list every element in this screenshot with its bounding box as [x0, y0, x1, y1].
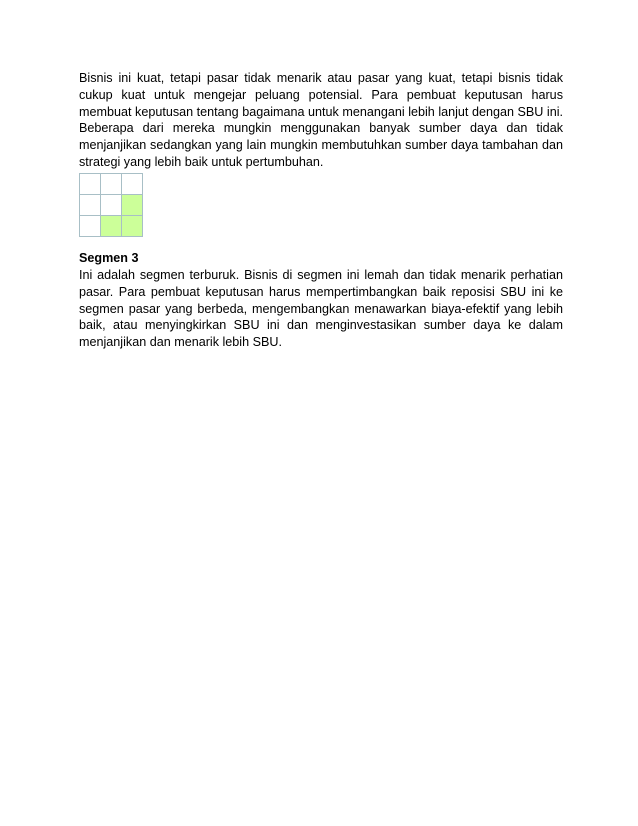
matrix-cell-r1-c2 [101, 174, 122, 195]
paragraph-segment-3: Ini adalah segmen terburuk. Bisnis di segmen ini lemah dan tidak menarik perhatian pasar. Para pembuat keputusan harus mempertimbangkan baik reposisi SBU ini ke segmen pasar yang berbeda, mengembangkan menawarkan biaya-efektif yang lebih baik, atau menyingkirkan SBU ini dan menginvestasikan sumber daya ke dalam menjanjikan dan menarik lebih SBU. [79, 268, 563, 350]
ge-matrix-grid [79, 173, 143, 237]
matrix-cell-r2-c1 [80, 195, 101, 216]
matrix-cell-r2-c2 [101, 195, 122, 216]
matrix-cell-r1-c3 [122, 174, 143, 195]
matrix-cell-r3-c3 [122, 216, 143, 237]
matrix-cell-r3-c1 [80, 216, 101, 237]
segment-3-heading: Segmen 3 [79, 251, 139, 265]
matrix-cell-r2-c3 [122, 195, 143, 216]
matrix-cell-r1-c1 [80, 174, 101, 195]
paragraph-intro: Bisnis ini kuat, tetapi pasar tidak menarik atau pasar yang kuat, tetapi bisnis tidak cukup kuat untuk mengejar peluang potensial. Para pembuat keputusan harus membuat keputusan tentang bagaimana untuk menangani lebih lanjut dengan SBU ini. Beberapa dari mereka mungkin menggunakan banyak sumber daya dan tidak menjanjikan sedangkan yang lain mungkin membutuhkan sumber daya tambahan dan strategi yang lebih baik untuk pertumbuhan. [79, 71, 563, 169]
matrix-cell-r3-c2 [101, 216, 122, 237]
